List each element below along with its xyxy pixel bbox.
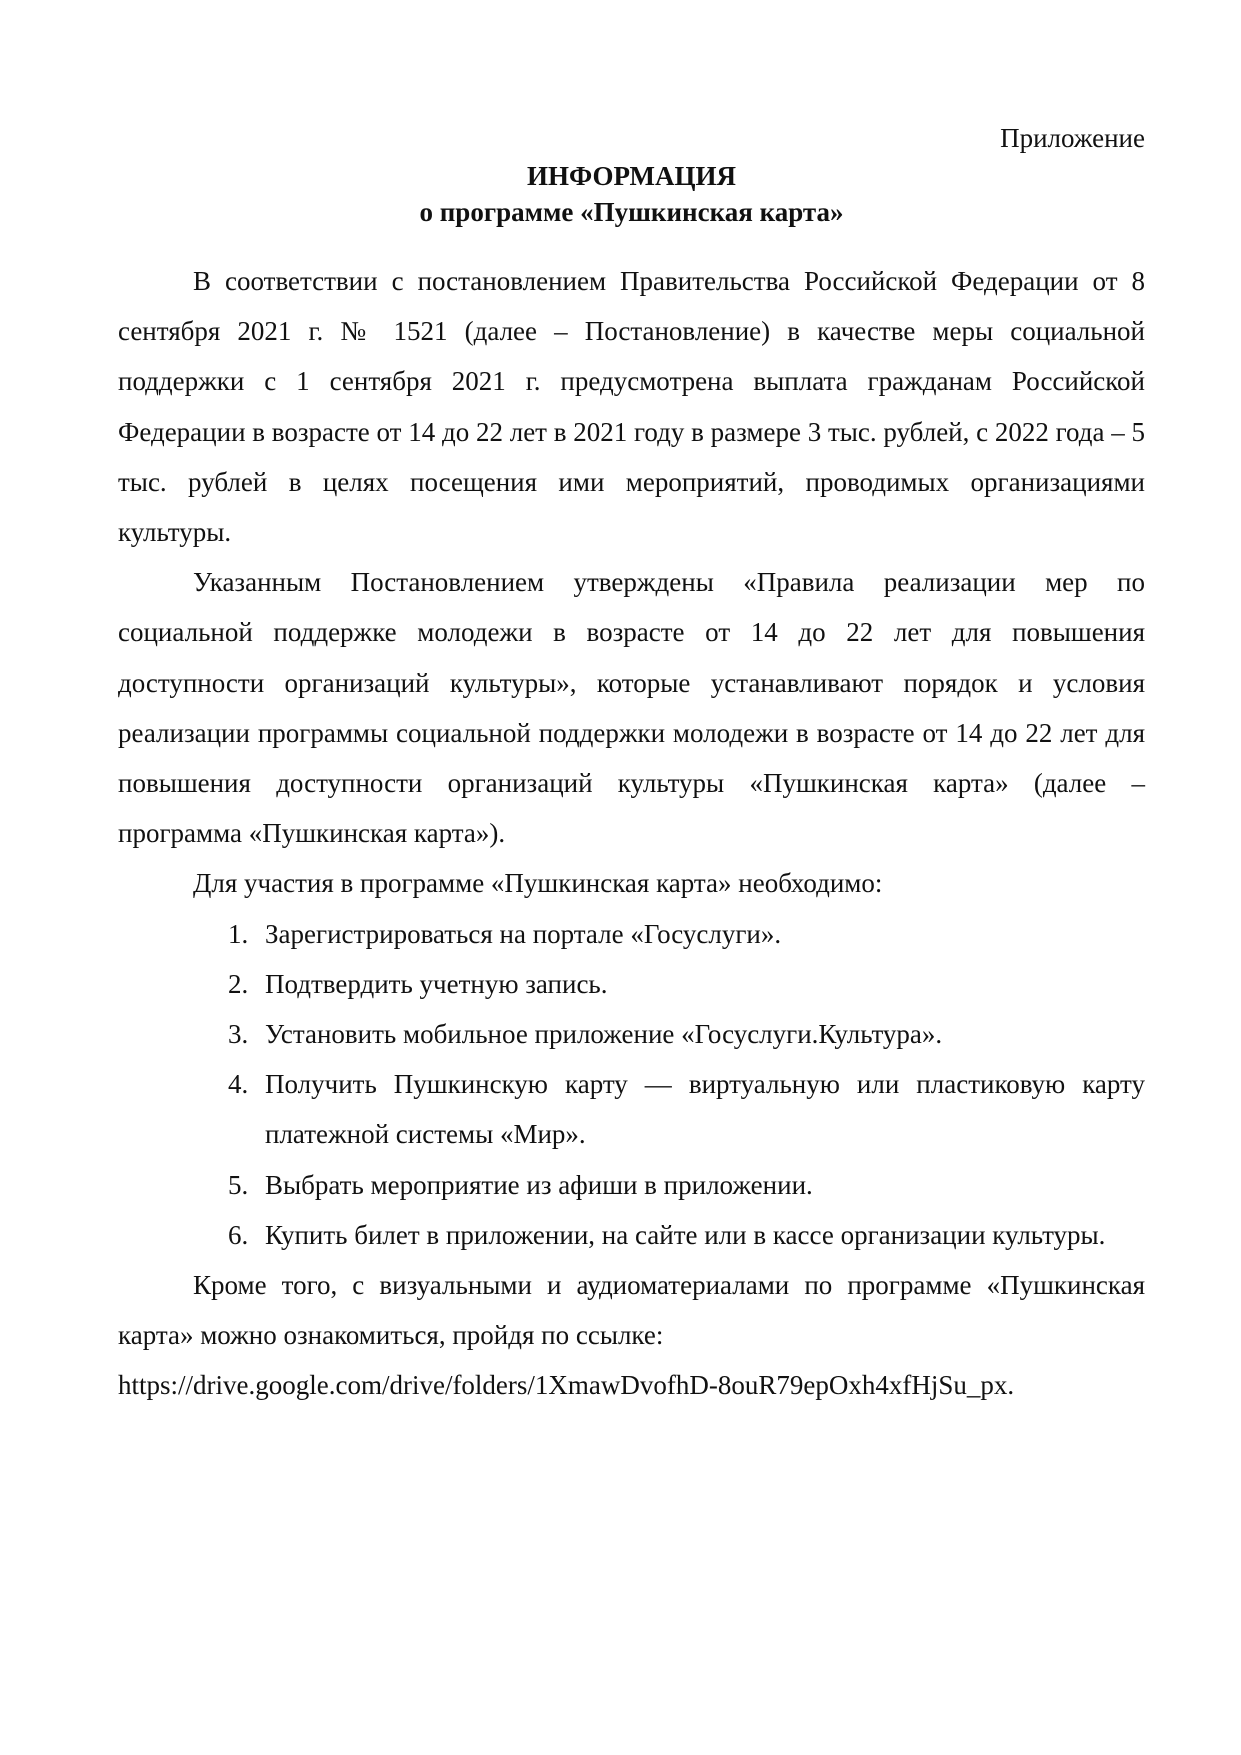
list-item [118,959,1145,1009]
steps-list [118,909,1145,1260]
step-text: Выбрать мероприятие из афиши в приложении. [265,1169,813,1200]
document-title: ИНФОРМАЦИЯ [527,161,736,191]
document-subtitle: о программе «Пушкинская карта» [419,197,844,227]
step-text: Получить Пушкинскую карту — виртуальную или пластиковую карту платежной системы «Мир». [265,1069,1145,1150]
step-number: 3. [228,1019,249,1050]
appendix-label: Приложение [1000,123,1145,153]
step-text: Купить билет в приложении, на сайте или в кассе организации культуры. [265,1219,1106,1250]
paragraph-rules: Указанным Постановлением утверждены «Правила реализации мер по социальной поддержке молодежи в возрасте от 14 до 22 лет для повышения доступности организаций культуры», которые устанавливают порядок и условия реализации программы социальной поддержки молодежи в возрасте от 14 до 22 лет для повышения доступности организаций культуры «Пушкинская карта» (далее – программа «Пушкинская карта»). [118,567,1145,849]
list-item [118,909,1145,959]
materials-link[interactable]: https://drive.google.com/drive/folders/1XmawDvofhD-8ouR79epOxh4xfHjSu_px. [118,1370,1015,1401]
list-item [118,1059,1145,1159]
list-item [118,1009,1145,1059]
list-item [118,1160,1145,1210]
step-number: 5. [228,1169,249,1200]
title-spacer [118,230,1145,256]
step-number: 4. [228,1069,249,1100]
step-number: 1. [228,918,249,949]
paragraph-materials: Кроме того, с визуальными и аудиоматериалами по программе «Пушкинская карта» можно ознакомиться, пройдя по ссылке: [118,1270,1145,1351]
step-number: 6. [228,1219,249,1250]
document-content [118,118,1145,1411]
steps-intro: Для участия в программе «Пушкинская карта» необходимо: [193,868,883,899]
step-number: 2. [228,968,249,999]
step-text: Зарегистрироваться на портале «Госуслуги». [265,918,782,949]
list-item [118,1210,1145,1260]
step-text: Установить мобильное приложение «Госуслуги.Культура». [265,1019,943,1050]
paragraph-resolution: В соответствии с постановлением Правительства Российской Федерации от 8 сентября 2021 г. № 1521 (далее – Постановление) в качестве меры социальной поддержки с 1 сентября 2021 г. предусмотрена выплата гражданам Российской Федерации в возрасте от 14 до 22 лет в 2021 году в размере 3 тыс. рублей, с 2022 года – 5 тыс. рублей в целях посещения ими мероприятий, проводимых организациями культуры. [118,266,1145,548]
step-text: Подтвердить учетную запись. [265,968,608,999]
